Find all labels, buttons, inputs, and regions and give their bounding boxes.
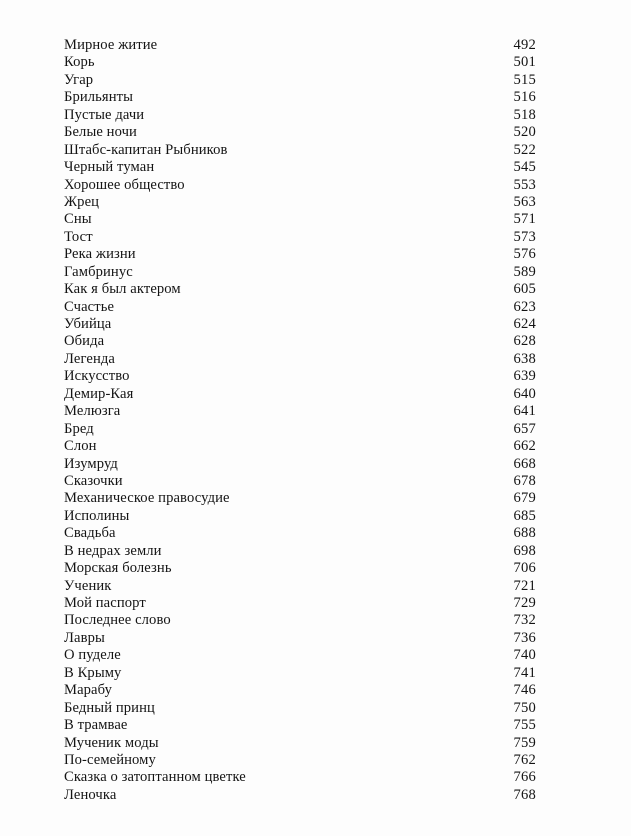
toc-entry-page-number: 515 [513, 71, 536, 88]
toc-entry [64, 525, 536, 542]
toc-entry-title: Мирное житие [64, 37, 158, 53]
toc-entry [64, 787, 536, 804]
toc-entry-page-number: 605 [513, 281, 536, 298]
toc-entry [64, 456, 536, 473]
toc-entry [64, 473, 536, 490]
toc-entry [64, 630, 536, 647]
toc-entry-page-number: 545 [513, 159, 536, 176]
toc-entry-title: Механическое правосудие [64, 490, 230, 507]
toc-entry-page-number: 623 [513, 298, 536, 315]
toc-entry-title: Корь [64, 54, 95, 71]
toc-entry [64, 560, 536, 577]
toc-entry-page-number: 639 [513, 368, 536, 385]
toc-entry [64, 72, 536, 89]
toc-entry [64, 665, 536, 682]
toc-entry-title: Легенда [64, 350, 115, 367]
toc-entry [64, 194, 536, 211]
toc-entry-title: Мученик моды [64, 734, 159, 751]
toc-entry [64, 735, 536, 752]
toc-entry-title: Бред [64, 420, 94, 437]
toc-entry-page-number: 740 [513, 647, 536, 664]
toc-entry-title: Последнее слово [64, 612, 171, 629]
toc-entry [64, 107, 536, 124]
toc-entry-page-number: 679 [513, 490, 536, 507]
toc-entry-page-number: 657 [513, 420, 536, 437]
toc-entry-title: Хорошее общество [64, 176, 185, 193]
toc-entry-page-number: 571 [513, 211, 536, 228]
toc-entry-page-number: 732 [513, 612, 536, 629]
toc-entry-page-number: 520 [513, 124, 536, 141]
toc-entry [64, 316, 536, 333]
toc-entry-title: Штабс-капитан Рыбников [64, 141, 228, 158]
toc-entry-title: Мелюзга [64, 403, 121, 420]
toc-entry-page-number: 721 [513, 577, 536, 594]
toc-entry [64, 438, 536, 455]
toc-entry-title: Обида [64, 333, 105, 350]
toc-entry-page-number: 668 [513, 455, 536, 472]
toc-entry [64, 490, 536, 507]
toc-entry-title: Жрец [64, 193, 100, 210]
toc-entry [64, 508, 536, 525]
toc-entry [64, 578, 536, 595]
toc-entry [64, 769, 536, 786]
toc-entry-title: Слон [64, 438, 97, 455]
toc-entry [64, 89, 536, 106]
toc-entry-page-number: 522 [513, 141, 536, 158]
toc-entry [64, 421, 536, 438]
toc-entry [64, 264, 536, 281]
toc-entry-title: Сказка о затоптанном цветке [64, 769, 246, 786]
toc-entry-title: Бедный принц [64, 699, 155, 716]
toc-entry-title: По-семейному [64, 751, 156, 768]
toc-entry [64, 159, 536, 176]
toc-entry [64, 142, 536, 159]
toc-entry-title: В недрах земли [64, 542, 162, 559]
toc-entry-page-number: 750 [513, 699, 536, 716]
toc-entry-title: Леночка [64, 786, 117, 803]
toc-entry-title: Свадьба [64, 525, 116, 542]
toc-entry [64, 386, 536, 403]
toc-entry-title: Ученик [64, 577, 112, 594]
toc-entry [64, 351, 536, 368]
toc-entry-page-number: 706 [513, 560, 536, 577]
toc-entry-title: Убийца [64, 316, 112, 332]
toc-entry-page-number: 685 [513, 507, 536, 524]
toc-entry-title: Брильянты [64, 89, 134, 106]
toc-entry [64, 281, 536, 298]
toc-entry-page-number: 576 [513, 246, 536, 263]
toc-entry-page-number: 563 [513, 193, 536, 210]
toc-entry-title: В трамвае [64, 717, 128, 734]
toc-entry-page-number: 553 [513, 176, 536, 193]
toc-entry-page-number: 492 [513, 37, 536, 53]
toc-entry [64, 211, 536, 228]
toc-entry [64, 647, 536, 664]
toc-entry-page-number: 729 [513, 595, 536, 611]
toc-entry [64, 595, 536, 612]
toc-entry [64, 333, 536, 350]
toc-entry [64, 246, 536, 263]
toc-entry-title: Мой паспорт [64, 595, 146, 611]
toc-entry-page-number: 516 [513, 89, 536, 106]
toc-entry-page-number: 755 [513, 717, 536, 734]
toc-entry-page-number: 746 [513, 682, 536, 699]
toc-entry-title: Демир-Кая [64, 385, 134, 402]
toc-entry [64, 403, 536, 420]
toc-entry-page-number: 589 [513, 263, 536, 280]
toc-entry [64, 682, 536, 699]
toc-entry [64, 177, 536, 194]
toc-entry-title: Искусство [64, 368, 130, 385]
toc-entry-title: О пуделе [64, 647, 121, 664]
toc-entry-page-number: 501 [513, 54, 536, 71]
toc-entry [64, 543, 536, 560]
toc-entry-title: Изумруд [64, 455, 118, 472]
toc-entry-page-number: 662 [513, 438, 536, 455]
toc-entry [64, 229, 536, 246]
toc-entry-title: Пустые дачи [64, 106, 145, 123]
toc-entry-title: Сны [64, 211, 92, 228]
toc-entry-page-number: 518 [513, 106, 536, 123]
toc-entry [64, 299, 536, 316]
toc-entry-title: Марабу [64, 682, 112, 699]
toc-entry [64, 368, 536, 385]
toc-entry-title: Как я был актером [64, 281, 181, 298]
toc-entry-page-number: 638 [513, 350, 536, 367]
toc-entry-page-number: 759 [513, 734, 536, 751]
toc-entry [64, 752, 536, 769]
toc-entry-title: В Крыму [64, 664, 122, 681]
toc-entry-title: Черный туман [64, 159, 155, 176]
toc-entry-page-number: 766 [513, 769, 536, 786]
toc-entry [64, 717, 536, 734]
toc-entry-page-number: 688 [513, 525, 536, 542]
toc-entry-title: Гамбринус [64, 263, 133, 280]
toc-entry-page-number: 573 [513, 228, 536, 245]
toc-entry-title: Белые ночи [64, 124, 137, 141]
toc-entry-title: Морская болезнь [64, 560, 172, 577]
toc-entry [64, 612, 536, 629]
toc-entry-page-number: 736 [513, 629, 536, 646]
toc-entry-page-number: 768 [513, 786, 536, 803]
toc-entry-title: Тост [64, 228, 93, 245]
toc-entry [64, 124, 536, 141]
toc-entry-page-number: 698 [513, 542, 536, 559]
toc-entry-title: Сказочки [64, 472, 123, 489]
toc-entry-page-number: 640 [513, 385, 536, 402]
toc-entry-title: Счастье [64, 298, 115, 315]
toc-entry-page-number: 678 [513, 472, 536, 489]
toc-entry [64, 700, 536, 717]
toc-entry-page-number: 641 [513, 403, 536, 420]
toc-entry-page-number: 762 [513, 751, 536, 768]
toc-entry-title: Исполины [64, 507, 130, 524]
toc-entry-page-number: 741 [513, 664, 536, 681]
toc-entry-title: Угар [64, 71, 94, 88]
toc-entry-page-number: 628 [513, 333, 536, 350]
toc-entry [64, 37, 536, 54]
table-of-contents [64, 37, 536, 804]
toc-entry-page-number: 624 [513, 316, 536, 332]
toc-entry [64, 54, 536, 71]
toc-entry-title: Река жизни [64, 246, 136, 263]
toc-entry-title: Лавры [64, 629, 105, 646]
